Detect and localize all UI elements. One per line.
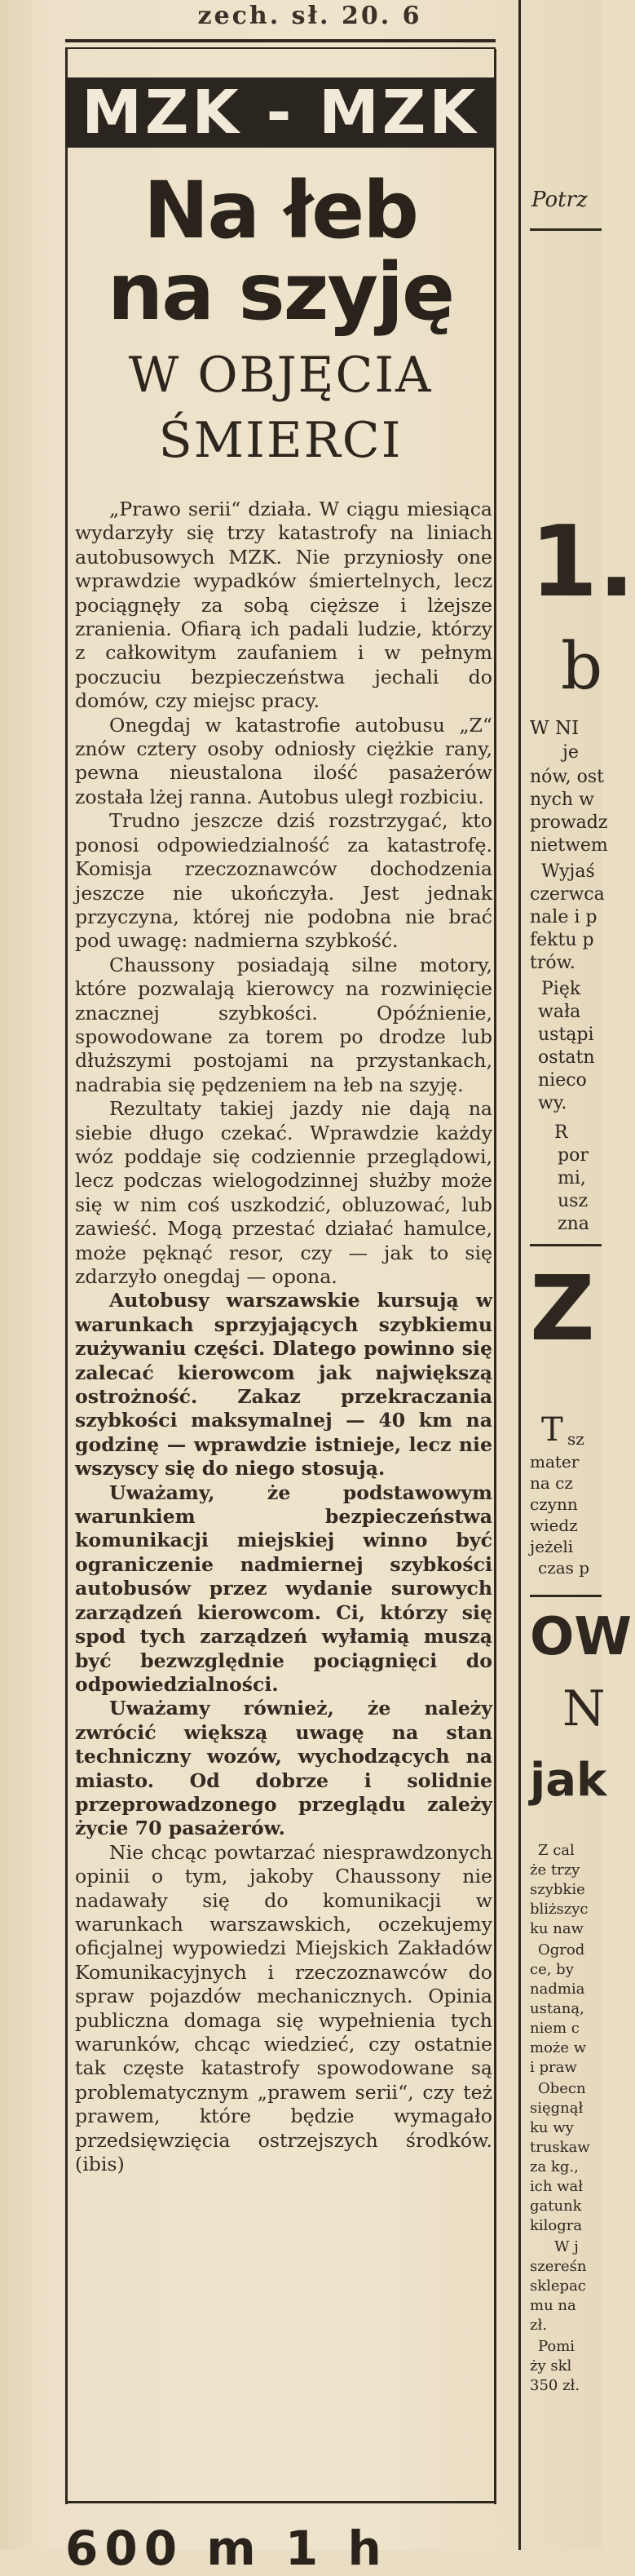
adjacent-column-fragment	[530, 0, 635, 2550]
adjacent-text: sięgnął	[530, 2100, 584, 2117]
outer-column-rule	[518, 0, 521, 2550]
subheadline-line-1: W OBJĘCIA	[128, 347, 433, 404]
adjacent-text: czas p	[538, 1558, 590, 1578]
section-banner: MZK - MZK	[65, 77, 496, 148]
adjacent-text: b	[561, 628, 603, 704]
adjacent-text: Z cal	[538, 1842, 575, 1859]
adjacent-text: truskaw	[530, 2139, 590, 2156]
adjacent-text: szereśn	[530, 2258, 587, 2275]
adjacent-text: nietwem	[530, 835, 608, 856]
adjacent-text: ku naw	[530, 1920, 584, 1937]
adjacent-text: ustąpi	[538, 1025, 594, 1045]
adjacent-text: 1.	[530, 506, 635, 619]
adjacent-text: nów, ost	[530, 767, 604, 787]
adjacent-text: fektu p	[530, 930, 594, 950]
headline-line-1: Na łeb	[143, 165, 417, 256]
article-paragraph: Uważamy również, że należy zwrócić większą uwagę na stan techniczny wozów, wychodzących na miasto. Od dobrze i solidnie przeprowadzonego przeglądu zależy życie 70 pasażerów.	[75, 1697, 492, 1840]
adjacent-text: czynn	[530, 1494, 578, 1514]
adjacent-text: Ogrod	[538, 1941, 585, 1959]
article-body	[75, 498, 492, 2176]
adjacent-text: R	[554, 1122, 568, 1143]
adjacent-text: nale i p	[530, 907, 598, 927]
adjacent-text: nadmia	[530, 1981, 585, 1998]
article-paragraph: „Prawo serii“ działa. W ciągu miesiąca wydarzyły się trzy katastrofy na liniach autobusowych MZK. Nie przyniosły one wprawdzie wypadków śmiertelnych, lecz pociągnęły za sobą cięższe i lżejsze zranienia. Ofiarą ich padali ludzie, którzy z całkowitym zaufaniem i w pełnym poczuciu bezpieczeństwa jechali do domów, czy miejsc pracy.	[75, 498, 492, 713]
adjacent-text: ży skl	[530, 2357, 572, 2375]
adjacent-text: na cz	[530, 1473, 573, 1493]
article-paragraph: Trudno jeszcze dziś rozstrzygać, kto ponosi odpowiedzialność za katastrofę. Komisja rzeczoznawców dochodzenia jeszcze nie ukończyła. Jest jednak przyczyna, której nie podobna nie brać pod uwagę: nadmierna szybkość.	[75, 809, 492, 953]
adjacent-text: Wyjaś	[541, 861, 595, 882]
adjacent-text: prowadz	[530, 812, 608, 833]
adjacent-text: wiedz	[530, 1516, 578, 1535]
adjacent-text: W NI	[530, 718, 580, 739]
adjacent-text: ustaną,	[530, 2000, 584, 2017]
adjacent-text: zł.	[530, 2317, 548, 2334]
adjacent-text: bliższyc	[530, 1901, 589, 1918]
article-paragraph: Autobusy warszawskie kursują w warunkach sprzyjających szybkiemu zużywaniu części. Dlatego powinno się zalecać kierowcom jak największą ostrożność. Zakaz przekraczania szybkości maksymalnej — 40 km na godzinę — wprawdzie istnieje, lecz nie wszyscy się do niego stosują.	[75, 1289, 492, 1481]
adjacent-text: Pięk	[541, 979, 581, 999]
adjacent-text: por	[558, 1145, 589, 1166]
adjacent-text: że trzy	[530, 1861, 580, 1879]
adjacent-text: 350 zł.	[530, 2377, 580, 2394]
adjacent-text: wy.	[538, 1093, 567, 1113]
adjacent-text: je	[562, 742, 579, 763]
adjacent-text: kilogra	[530, 2217, 583, 2234]
adjacent-text: zna	[558, 1214, 589, 1234]
adjacent-text: mi,	[558, 1168, 586, 1188]
adjacent-rule	[530, 1244, 602, 1246]
adjacent-text: ce, by	[530, 1961, 574, 1978]
adjacent-text: ich wał	[530, 2178, 584, 2195]
bottom-rule	[65, 2501, 496, 2503]
adjacent-text: czerwca	[530, 884, 605, 905]
adjacent-text: trów.	[530, 953, 575, 973]
adjacent-text: i praw	[530, 2059, 577, 2076]
adjacent-text: mu na	[530, 2297, 576, 2314]
adjacent-rule	[530, 228, 602, 231]
adjacent-text: Potrz	[531, 188, 588, 212]
top-rule	[65, 39, 496, 42]
adjacent-text: szybkie	[530, 1881, 585, 1898]
adjacent-text: nieco	[538, 1070, 587, 1091]
adjacent-text: za kg.,	[530, 2158, 579, 2175]
adjacent-text: gatunk	[530, 2198, 582, 2215]
dateline: zech. sł. 20. 6	[197, 2, 422, 30]
adjacent-text: jeżeli	[530, 1537, 574, 1556]
headline-line-2: na szyję	[107, 246, 454, 338]
adjacent-text: W j	[554, 2238, 579, 2255]
adjacent-text: wała	[538, 1002, 581, 1022]
adjacent-text: usz	[558, 1191, 589, 1211]
article-paragraph: Nie chcąc powtarzać niesprawdzonych opinii o tym, jakoby Chaussony nie nadawały się do komunikacji w warunkach warszawskich, oczekujemy oficjalnej wypowiedzi Miejskich Zakładów Komunikacyjnych i rzeczoznawców do spraw pojazdów mechanicznych. Opinia publiczna domaga się wypełnienia tych warunków, chcąc wiedzieć, czy ostatnie tak częste katastrofy spowodowane są problematycznym „prawem serii“, czy też prawem, które będzie wymagało przedsięwzięcia ostrzejszych środków. (ibis)	[75, 1840, 492, 2176]
adjacent-text: sklepac	[530, 2277, 586, 2295]
subheadline-line-2: ŚMIERCI	[158, 412, 403, 469]
adjacent-text: OW	[530, 1607, 632, 1667]
next-article-headline-fragment	[65, 2512, 603, 2576]
adjacent-text: Pomi	[538, 2338, 575, 2355]
adjacent-text: N	[562, 1680, 606, 1737]
adjacent-text: jak	[530, 1754, 607, 1807]
adjacent-rule	[530, 1595, 602, 1597]
article-paragraph: Onegdaj w katastrofie autobusu „Z“ znów cztery osoby odniosły ciężkie rany, pewna nieustalona ilość pasażerów została lżej ranna. Autobus uległ rozbiciu.	[75, 713, 492, 808]
next-article-headline-text: 600 m 1 h	[65, 2521, 388, 2576]
adjacent-text: nych w	[530, 790, 594, 810]
top-rule-thin	[65, 47, 496, 49]
adjacent-text: ku wy	[530, 2119, 574, 2136]
adjacent-text: sz	[567, 1429, 584, 1449]
article-paragraph: Chaussony posiadają silne motory, które pozwalają kierowcy na rozwinięcie znacznej szybkości. Opóźnienie, spowodowane za torem po drodze lub dłuższymi postojami na przystankach, nadrabia się pędzeniem na łeb na szyję.	[75, 953, 492, 1096]
adjacent-text: Z	[530, 1256, 595, 1361]
article-paragraph: Uważamy, że podstawowym warunkiem bezpieczeństwa komunikacji miejskiej winno być ograniczenie nadmiernej szybkości autobusów przez wydanie surowych zarządzeń kierowcom. Ci, którzy się spod tych zarządzeń wyłamią muszą być bezwzględnie pociągnięci do odpowiedzialności.	[75, 1481, 492, 1696]
adjacent-text: Obecn	[538, 2080, 586, 2097]
adjacent-text: ostatn	[538, 1047, 595, 1068]
adjacent-text: niem c	[530, 2020, 580, 2037]
adjacent-text: mater	[530, 1452, 580, 1472]
adjacent-text: T	[541, 1411, 563, 1449]
adjacent-text: może w	[530, 2039, 587, 2056]
article-paragraph: Rezultaty takiej jazdy nie dają na siebie długo czekać. Wprawdzie każdy wóz poddaje się codziennie przeglądowi, lecz podczas wielogodzinnej służby może się w nim coś uszkodzić, obluzować, lub zawieść. Mogą przestać działać hamulce, może pęknąć resor, czy — jak to się zdarzyło onegdaj — opona.	[75, 1097, 492, 1288]
